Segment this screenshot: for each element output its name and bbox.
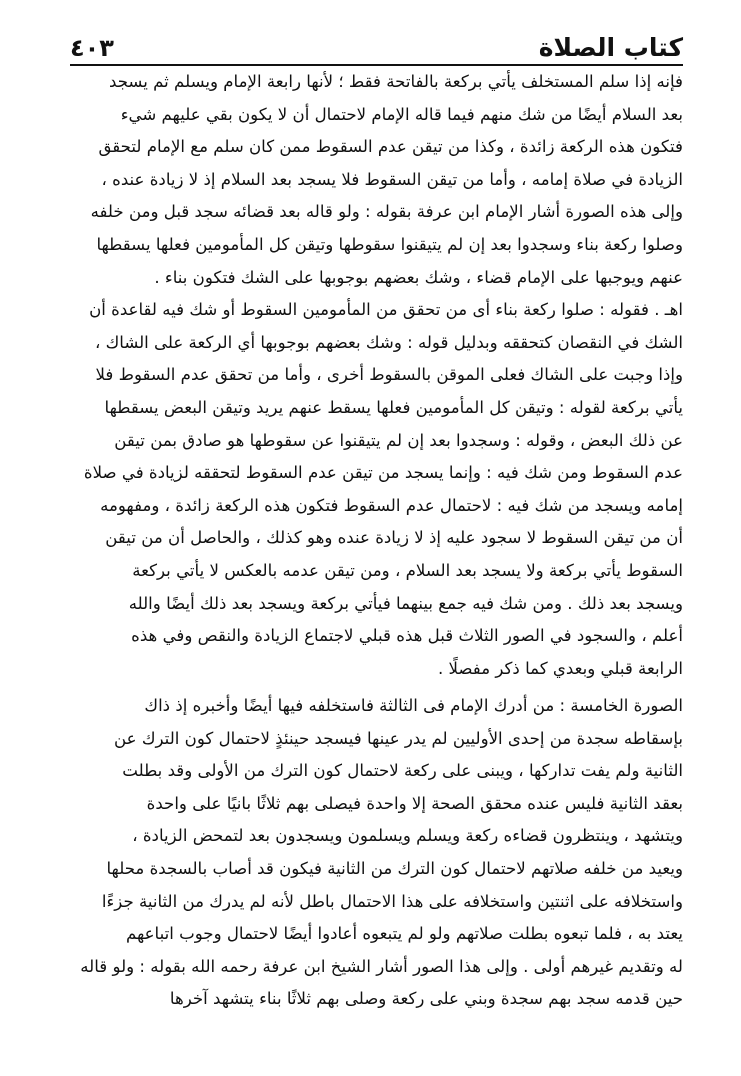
text-line: بعقد الثانية فليس عنده محقق الصحة إلا واحدة فيصلى بهم ثلاثًا بانيًا على واحدة <box>146 793 683 813</box>
section-heading: الصورة الخامسة : <box>559 696 683 715</box>
page-number: ٤٠٣ <box>70 34 114 62</box>
text-line: الثانية ولم يفت تداركها ، ويبنى على ركعة لاحتمال كون الترك من الأولى وقد بطلت <box>122 761 683 781</box>
text-line: وإذا وجبت على الشاك فعلى الموقن بالسقوط أخرى ، وأما من تحقق عدم السقوط فلا <box>95 365 683 385</box>
text-line: حين قدمه سجد بهم سجدة وبني على ركعة وصلى بهم ثلاثًا بناء يتشهد آخرها <box>169 989 683 1009</box>
text-line: اهـ . فقوله : صلوا ركعة بناء أى من تحقق من المأمومين السقوط أو شك فيه لقاعدة أن <box>89 300 683 320</box>
text-line: ويعيد من خلفه صلاتهم لاحتمال كون الترك من الثانية فيكون قد أصاب بالسجدة محلها <box>106 858 683 878</box>
text-line: السقوط يأتي بركعة ولا يسجد بعد السلام ، ومن تيقن عدمه بالعكس لا يأتي بركعة <box>132 560 683 580</box>
text-line: أن من تيقن السقوط لا سجود عليه إذ لا زيادة عنده وهو كذلك ، والحاصل أن من تيقن <box>105 528 683 548</box>
text-line: عن ذلك البعض ، وقوله : وسجدوا بعد إن لم يتيقنوا عن سقوطها هو صادق بمن تيقن <box>114 430 683 450</box>
text-line: وإلى هذه الصورة أشار الإمام ابن عرفة بقوله : ولو قاله بعد قضائه سجد قبل ومن خلفه <box>90 202 683 222</box>
text-run: من أدرك الإمام فى الثالثة فاستخلفه فيها أيضًا وأخبره إذ ذاك <box>144 696 560 715</box>
text-line: أعلم ، والسجود في الصور الثلاث قبل هذه قبلي لاجتماع الزيادة والنقص وفي هذه <box>131 626 683 646</box>
text-line: يعتد به ، فلما تبعوه بطلت صلاتهم ولو لم يتبعوه أعادوا أيضًا لاحتمال وجوب اتباعهم <box>125 924 683 944</box>
text-line: الرابعة قبلي وبعدي كما ذكر مفصلًا . <box>437 658 683 678</box>
text-line: يأتي بركعة لقوله : وتيقن كل المأمومين فعلها يسقط عنهم يريد وتيقن البعض يسقطها <box>104 397 683 417</box>
text-line: ويسجد بعد ذلك . ومن شك فيه جمع بينهما فيأتي بركعة ويسجد بعد ذلك أيضًا والله <box>128 593 683 613</box>
text-line: إمامه ويسجد من شك فيه : لاحتمال عدم السقوط فتكون هذه الركعة زائدة ، ومفهومه <box>100 495 683 515</box>
text-line: بعد السلام أيضًا من شك منهم فيما قاله الإمام لاحتمال أن لا يكون بقي عليهم شيء <box>120 104 683 124</box>
paragraph-1 <box>70 66 683 685</box>
text-line: وصلوا ركعة بناء وسجدوا بعد إن لم يتيقنوا سقوطها وتيقن كل المأمومين فعلها يسقطها <box>96 234 683 254</box>
text-line: الزيادة في صلاة إمامه ، وأما من تيقن السقوط فلا يسجد بعد السلام إذ لا زيادة عنده ، <box>101 169 683 189</box>
page-header <box>70 24 683 66</box>
text-line: عدم السقوط ومن شك فيه : وإنما يسجد من تيقن عدم السقوط لتحققه لزيادة في صلاة <box>83 463 683 483</box>
paragraph-2 <box>70 690 683 1016</box>
text-line-first <box>70 690 683 723</box>
text-line: واستخلافه على اثنتين واستخلافه على هذا الاحتمال باطل لأنه لم يدرك من الثانية جزءًا <box>101 891 683 911</box>
text-line: فإنه إذا سلم المستخلف يأتي بركعة بالفاتحة فقط ؛ لأنها رابعة الإمام ويسلم ثم يسجد <box>108 72 683 91</box>
text-line: له وتقديم غيرهم أولى . وإلى هذا الصور أشار الشيخ ابن عرفة رحمه الله بقوله : ولو قاله <box>80 956 683 976</box>
text-line: بإسقاطه سجدة من إحدى الأوليين لم يدر عينها فيسجد حينئذٍ لاحتمال كون الترك عن <box>114 728 683 748</box>
text-line: ويتشهد ، وينتظرون قضاءه ركعة ويسلم ويسلمون ويسجدون بعد لتمحض الزيادة ، <box>132 826 683 846</box>
book-title: كتاب الصلاة <box>538 33 683 62</box>
text-line: عنهم ويوجبها على الإمام قضاء ، وشك بعضهم بوجوبها على الشك فتكون بناء . <box>154 267 683 287</box>
text-line: فتكون هذه الركعة زائدة ، وكذا من تيقن عدم السقوط ممن كان سلم مع الإمام لتحقق <box>98 137 683 157</box>
text-line: الشك في النقصان كتحققه وبدليل قوله : وشك بعضهم بوجوبها أي الركعة على الشاك ، <box>94 332 683 352</box>
